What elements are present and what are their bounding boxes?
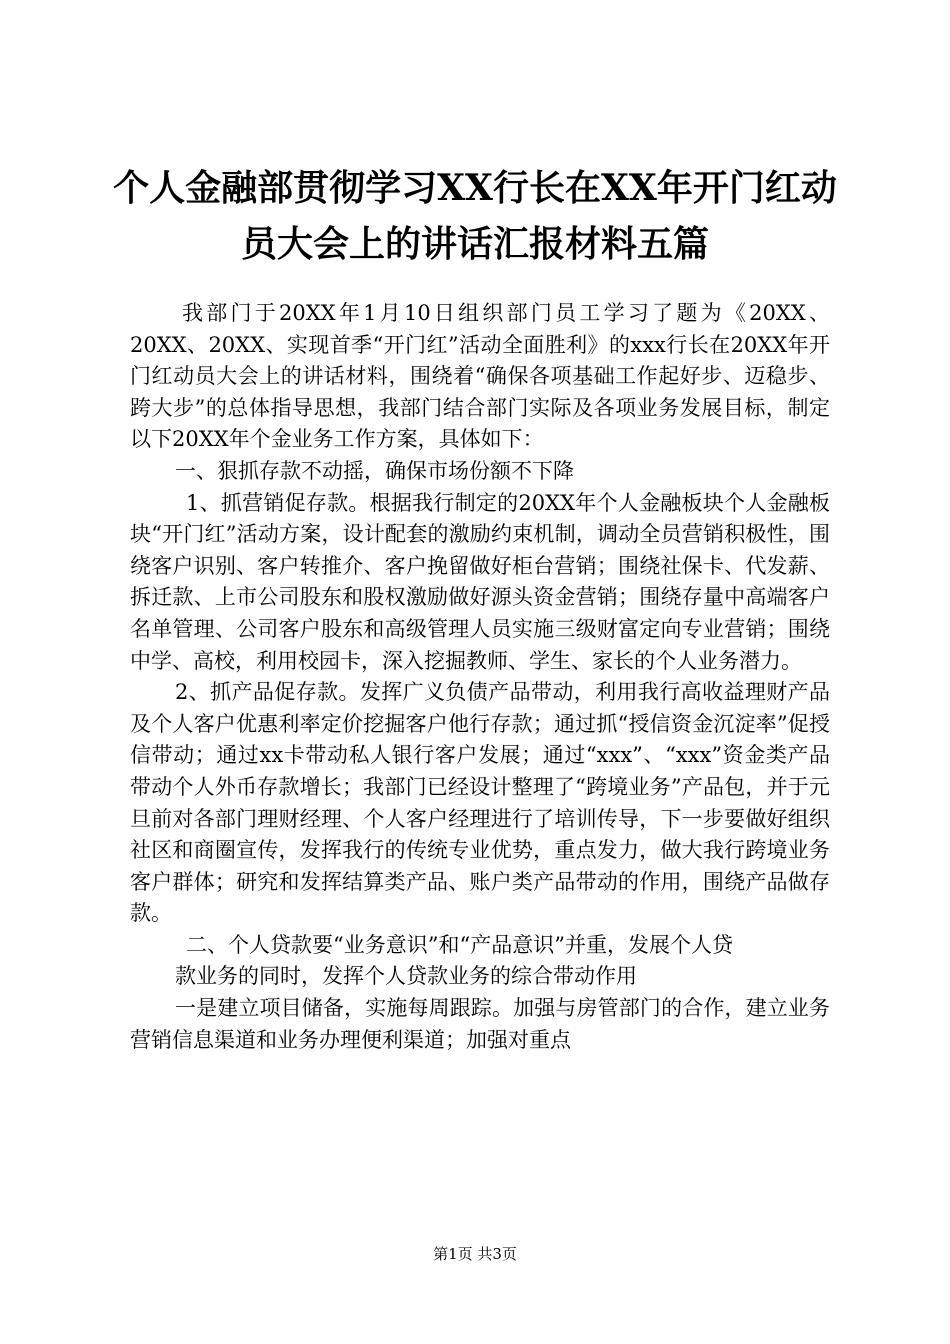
- document-title: [100, 160, 850, 272]
- section-heading-1: 一、狠抓存款不动摇，确保市场份额不下降: [175, 458, 574, 483]
- document-body: [130, 298, 830, 1056]
- paragraph-item-1: 1、抓营销促存款。根据我行制定的20XX年个人金融板块个人金融板块“开门红”活动方案，设计配套的激励约束机制，调动全员营销积极性，围绕客户识别、客户转推介、客户挽留做好柜台营销；围绕社保卡、代发薪、拆迁款、上市公司股东和股权激励做好源头资金营销；围绕存量中高端客户名单管理、公司客户股东和高级管理人员实施三级财富定向专业营销；围绕中学、高校，利用校园卡，深入挖掘教师、学生、家长的个人业务潜力。: [130, 490, 830, 673]
- page-footer: 第1页 共3页: [433, 1245, 517, 1263]
- paragraph-intro: 我部门于20XX年1月10日组织部门员工学习了题为《20XX、20XX、20XX、实现首季“开门红”活动全面胜利》的xxx行长在20XX年开门红动员大会上的讲话材料，围绕着“确保各项基础工作起好步、迈稳步、跨大步”的总体指导思想，我部门结合部门实际及各项业务发展目标，制定以下20XX年个金业务工作方案，具体如下：: [130, 301, 830, 452]
- title-line-2: 员大会上的讲话汇报材料五篇: [240, 223, 709, 265]
- paragraph-point-1: 一是建立项目储备，实施每周跟踪。加强与房管部门的合作，建立业务营销信息渠道和业务办理便利渠道；加强对重点: [130, 996, 830, 1052]
- title-line-1: 个人金融部贯彻学习XX行长在XX年开门红动: [113, 167, 837, 209]
- section-heading-2: 二、个人贷款要“业务意识”和“产品意识”并重，发展个人贷: [186, 932, 733, 957]
- section-heading-2-continued: 款业务的同时，发挥个人贷款业务的综合带动作用: [175, 964, 637, 989]
- paragraph-item-2: 2、抓产品促存款。发挥广义负债产品带动，利用我行高收益理财产品及个人客户优惠利率定价挖掘客户他行存款；通过抓“授信资金沉淀率”促授信带动；通过xx卡带动私人银行客户发展；通过“xxx”、“xxx”资金类产品带动个人外币存款增长；我部门已经设计整理了“跨境业务”产品包，并于元旦前对各部门理财经理、个人客户经理进行了培训传导，下一步要做好组织社区和商圈宣传，发挥我行的传统专业优势，重点发力，做大我行跨境业务客户群体；研究和发挥结算类产品、账户类产品带动的作用，围绕产品做存款。: [130, 680, 830, 926]
